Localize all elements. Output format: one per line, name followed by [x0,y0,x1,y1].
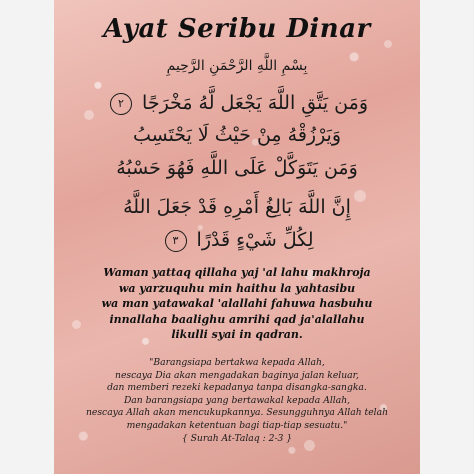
arabic-line-5 [54,229,420,252]
arabic-text: لِكُلِّ شَيْءٍ قَدْرًا [196,229,314,251]
page-title: Ayat Seribu Dinar [103,14,371,44]
verse-number-mark: ٢ [110,93,132,115]
arabic-text: وَمَن يَتَّقِ اللَّهَ يَجْعَل لَّهُ مَخْرَجًا [142,92,368,114]
transliteration-line: wa yarzuquhu min haithu la yahtasibu [118,281,356,295]
transliteration-line: wa man yatawakal 'alallahi fahuwa hasbuhu [101,297,373,310]
poster [54,0,420,474]
arabic-line-1 [54,92,420,115]
translation-line: Dan barangsiapa yang bertawakal kepada Allah, [123,394,351,406]
transliteration-line: Waman yattaq qillaha yaj 'al lahu makhroja [103,266,371,279]
verse-number-mark: ٣ [165,230,187,252]
transliteration-line: likulli syai in qadran. [171,328,303,341]
arabic-line-4: إِنَّ اللَّهَ بَالِغُ أَمْرِهِ قَدْ جَعَلَ اللَّهُ [123,196,351,218]
basmala: بِسْمِ اللَّهِ الرَّحْمَنِ الرَّحِيمِ [166,58,308,74]
translation-line: dan memberi rezeki kepadanya tanpa disangka-sangka. [107,382,367,394]
arabic-line-3: وَمَن يَتَوَكَّلْ عَلَى اللَّهِ فَهُوَ حَسْبُهُ [116,157,358,179]
translation-line: nescaya Allah akan mencukupkannya. Sesungguhnya Allah telah [85,407,389,419]
transliteration-block [54,265,420,343]
arabic-line-2: وَيَرْزُقْهُ مِنْ حَيْثُ لَا يَحْتَسِبُ [132,124,342,146]
translation-block [54,357,420,445]
translation-line: "Barangsiapa bertakwa kepada Allah, [149,357,325,368]
translation-line: nescaya Dia akan mengadakan baginya jalan keluar, [115,369,359,381]
transliteration-line: innallaha baalighu amrihi qad ja'alallahu [109,312,365,326]
translation-line: mengadakan ketentuan bagi tiap-tiap sesuatu." [126,419,348,431]
surah-reference: { Surah At-Talaq : 2-3 } [181,432,293,444]
